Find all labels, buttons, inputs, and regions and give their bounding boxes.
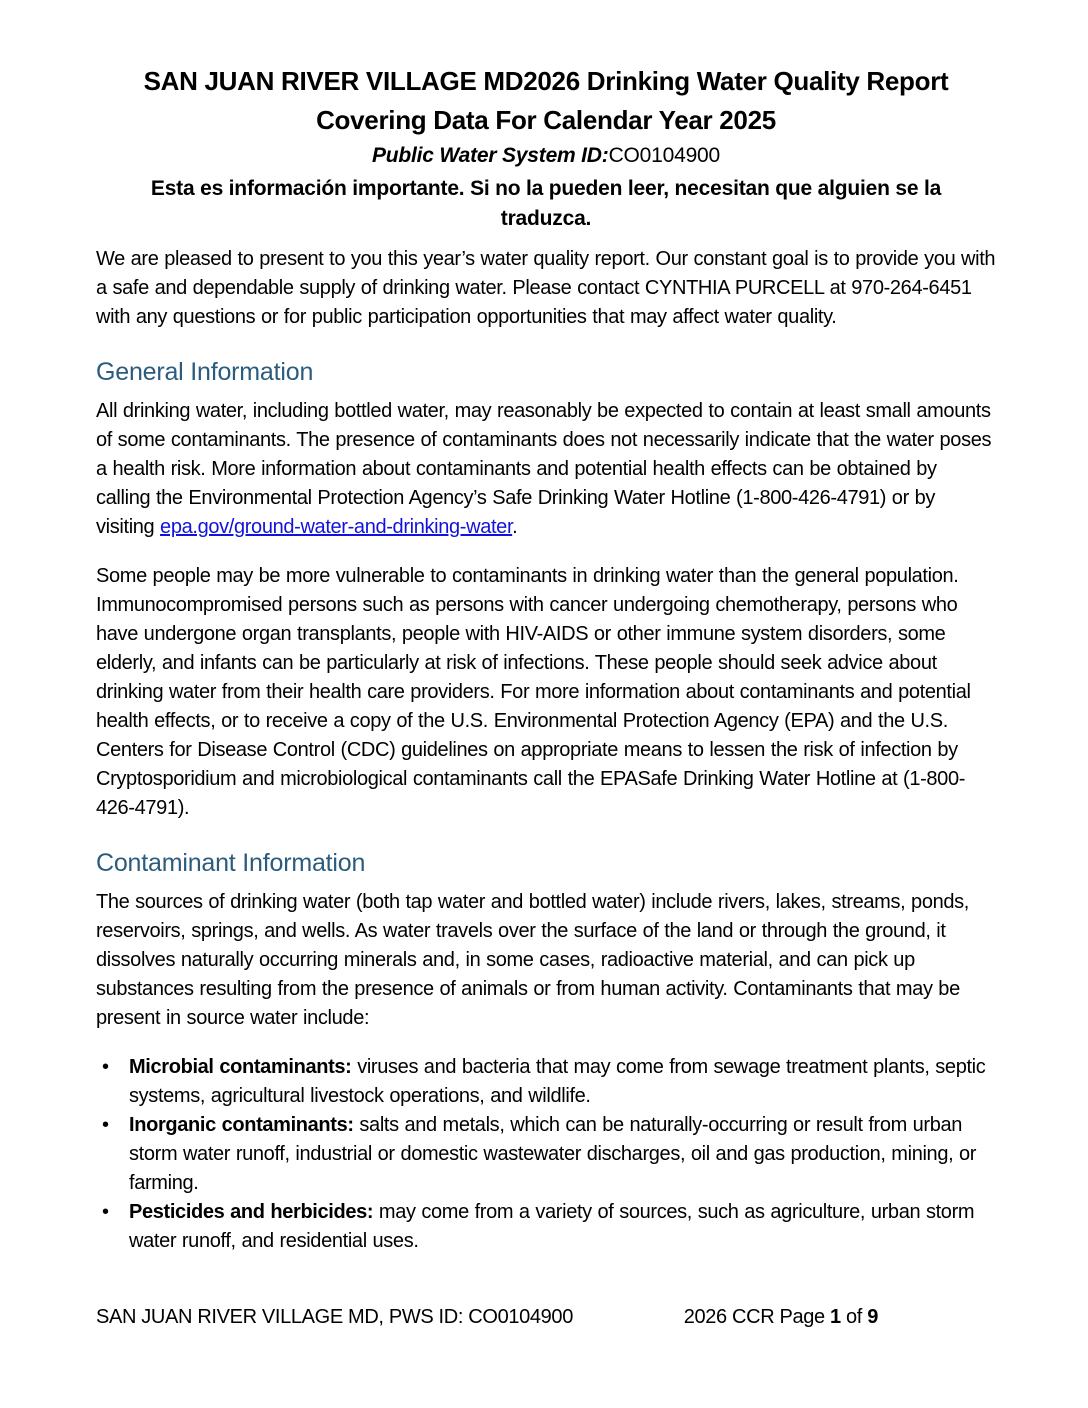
pws-id-label: Public Water System ID: (371, 144, 609, 167)
bullet-label: Pesticides and herbicides: (129, 1200, 374, 1223)
list-item-microbial (96, 1053, 996, 1111)
page-footer (96, 1306, 996, 1329)
footer-ccr-label: 2026 CCR Page (683, 1306, 831, 1328)
intro-paragraph: We are pleased to present to you this year’s water quality report. Our constant goal is to provide you with a safe and dependable supply of drinking water. Please contact CYNTHIA PURCELL at 970-264-6451 with any questions or for public participation opportunities that may affect water quality. (96, 247, 996, 328)
contaminant-list (96, 1053, 996, 1256)
pws-id-line (96, 144, 996, 168)
general-information-paragraph-2: Some people may be more vulnerable to contaminants in drinking water than the general population. Immunocompromised persons such as persons with cancer undergoing chemotherapy, persons who have undergone organ transplants, people with HIV-AIDS or other immune system disorders, some elderly, and infants can be particularly at risk of infections. These people should seek advice about drinking water from their health care providers. For more information about contaminants and potential health effects, or to receive a copy of the U.S. Environmental Protection Agency (EPA) and the U.S. Centers for Disease Control (CDC) guidelines on appropriate means to lessen the risk of infection by Cryptosporidium and microbiological contaminants call the EPASafe Drinking Water Hotline at (1-800-426-4791). (96, 564, 971, 819)
footer-page-info (684, 1306, 878, 1329)
general-information-paragraph-1 (96, 397, 996, 542)
spanish-notice: Esta es información importante. Si no la pueden leer, necesitan que alguien se la traduzca. (150, 177, 942, 231)
general-information-heading: General Information (96, 357, 314, 386)
bullet-label: Microbial contaminants: (129, 1055, 352, 1078)
bullet-label: Inorganic contaminants: (129, 1113, 354, 1136)
epa-ground-water-link[interactable]: epa.gov/ground-water-and-drinking-water (160, 515, 513, 538)
bullet-text: salts and metals, which can be naturally-occurring or result from urban storm water runoff, industrial or domestic wastewater discharges, oil and gas production, mining, or farming. (129, 1113, 977, 1194)
list-item-inorganic (96, 1111, 996, 1198)
contaminant-information-heading: Contaminant Information (96, 848, 366, 877)
title-line-1: SAN JUAN RIVER VILLAGE MD2026 Drinking Water Quality Report (143, 66, 949, 96)
general-info-text-before-link: All drinking water, including bottled water, may reasonably be expected to contain at least small amounts of some contaminants. The presence of contaminants does not necessarily indicate that the water poses a health risk. More information about contaminants and potential health effects can be obtained by calling the Environmental Protection Agency’s Safe Drinking Water Hotline (1-800-426-4791) or by visiting (96, 399, 992, 538)
bullet-text: viruses and bacteria that may come from sewage treatment plants, septic systems, agricultural livestock operations, and wildlife. (129, 1055, 986, 1107)
footer-system-id: SAN JUAN RIVER VILLAGE MD, PWS ID: CO0104900 (96, 1306, 573, 1328)
bullet-text: may come from a variety of sources, such as agriculture, urban storm water runoff, and residential uses. (129, 1200, 975, 1252)
footer-page-number: 1 (830, 1306, 841, 1328)
footer-page-total: 9 (867, 1306, 878, 1328)
general-info-text-after-link: . (512, 515, 518, 538)
pws-id-value: CO0104900 (608, 144, 721, 167)
title-line-2: Covering Data For Calendar Year 2025 (316, 105, 776, 135)
document-title (96, 62, 996, 140)
list-item-pesticides (96, 1198, 996, 1256)
footer-of-text: of (840, 1306, 868, 1328)
contaminant-information-paragraph: The sources of drinking water (both tap water and bottled water) include rivers, lakes, streams, ponds, reservoirs, springs, and wells. As water travels over the surface of the land or through the ground, it dissolves naturally occurring minerals and, in some cases, radioactive material, and can pick up substances resulting from the presence of animals or from human activity. Contaminants that may be present in source water include: (96, 890, 969, 1029)
